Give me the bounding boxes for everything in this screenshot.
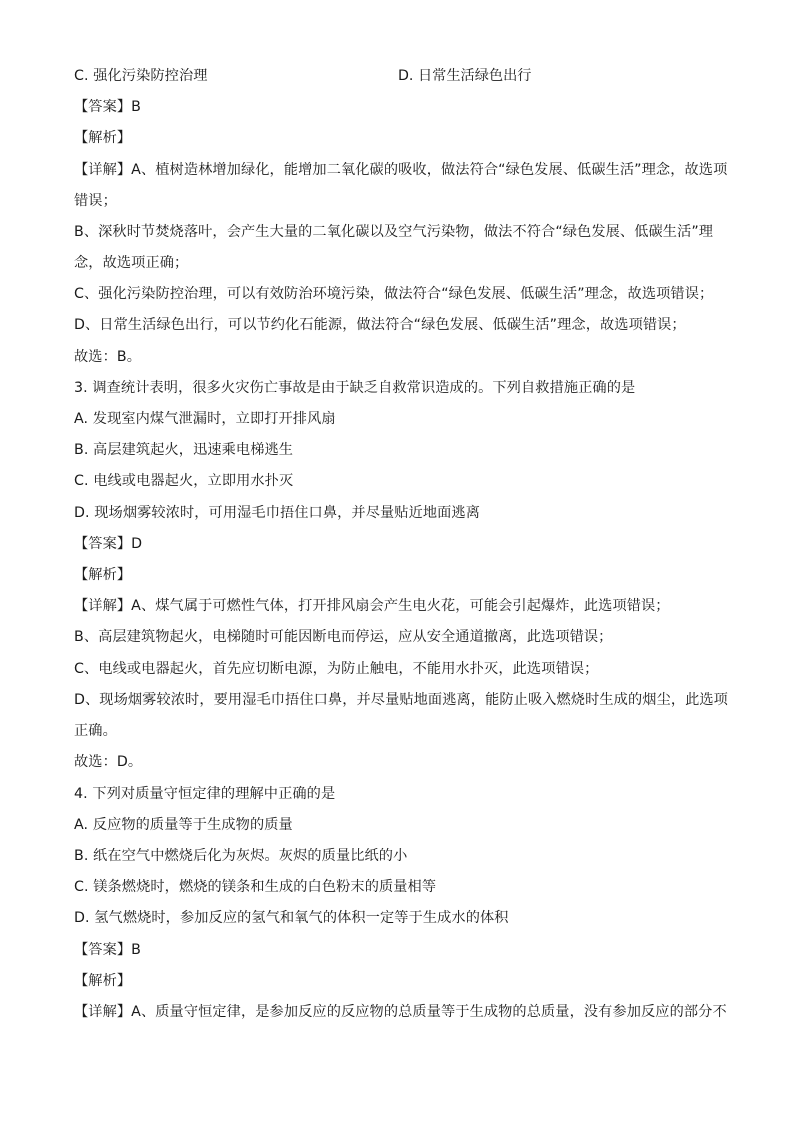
q3-detail-line: 正确。 <box>74 723 117 739</box>
q3-stem: 3. 调查统计表明，很多火灾伤亡事故是由于缺乏自救常识造成的。下列自救措施正确的是 <box>74 380 636 396</box>
q4-option-c: C. 镁条燃烧时，燃烧的镁条和生成的白色粉末的质量相等 <box>74 879 437 895</box>
q3-option-b: B. 高层建筑起火，迅速乘电梯逃生 <box>74 442 294 458</box>
q2-detail-line: C、强化污染防控治理，可以有效防治环境污染，做法符合“绿色发展、低碳生活”理念，故选项错误； <box>74 286 714 302</box>
q3-conclusion: 故选：D。 <box>74 754 143 770</box>
q2-detail-line: 念，故选项正确； <box>74 255 189 271</box>
q2-analysis-heading: 【解析】 <box>74 130 132 146</box>
q3-option-d: D. 现场烟雾较浓时，可用湿毛巾捂住口鼻，并尽量贴近地面逃离 <box>74 505 481 521</box>
q3-detail-line: C、电线或电器起火，首先应切断电源，为防止触电，不能用水扑灭，此选项错误； <box>74 661 599 677</box>
q2-detail-line: 错误； <box>74 193 117 209</box>
q4-answer: 【答案】B <box>74 942 141 958</box>
q2-option-d: D. 日常生活绿色出行 <box>398 68 532 84</box>
q4-option-a: A. 反应物的质量等于生成物的质量 <box>74 817 293 833</box>
q3-analysis-heading: 【解析】 <box>74 567 132 583</box>
q3-detail-line: 【详解】A、煤气属于可燃性气体，打开排风扇会产生电火花，可能会引起爆炸，此选项错误； <box>74 598 670 614</box>
q2-detail-line: B、深秋时节焚烧落叶，会产生大量的二氧化碳以及空气污染物，做法不符合“绿色发展、低碳生活”理 <box>74 224 714 240</box>
q3-detail-line: D、现场烟雾较浓时，要用湿毛巾捂住口鼻，并尽量贴地面逃离，能防止吸入燃烧时生成的烟尘，此选项 <box>74 692 728 708</box>
q4-option-b: B. 纸在空气中燃烧后化为灰烬。灰烬的质量比纸的小 <box>74 848 408 864</box>
q2-option-c: C. 强化污染防控治理 <box>74 68 208 84</box>
q2-detail-line: 【详解】A、植树造林增加绿化，能增加二氧化碳的吸收，做法符合“绿色发展、低碳生活”理念，故选项 <box>74 162 728 178</box>
q3-option-c: C. 电线或电器起火，立即用水扑灭 <box>74 473 294 489</box>
q4-detail-line: 【详解】A、质量守恒定律，是参加反应的反应物的总质量等于生成物的总质量，没有参加反应的部分不 <box>74 1004 727 1020</box>
q2-answer: 【答案】B <box>74 99 141 115</box>
q3-option-a: A. 发现室内煤气泄漏时，立即打开排风扇 <box>74 411 336 427</box>
q4-stem: 4. 下列对质量守恒定律的理解中正确的是 <box>74 786 336 802</box>
q4-option-d: D. 氢气燃烧时，参加反应的氢气和氧气的体积一定等于生成水的体积 <box>74 910 509 926</box>
q3-detail-line: B、高层建筑物起火，电梯随时可能因断电而停运，应从安全通道撤离，此选项错误； <box>74 629 613 645</box>
q2-detail-line: D、日常生活绿色出行，可以节约化石能源，做法符合“绿色发展、低碳生活”理念，故选项错误； <box>74 317 686 333</box>
q3-answer: 【答案】D <box>74 536 143 552</box>
q4-analysis-heading: 【解析】 <box>74 973 132 989</box>
q2-conclusion: 故选：B。 <box>74 349 141 365</box>
